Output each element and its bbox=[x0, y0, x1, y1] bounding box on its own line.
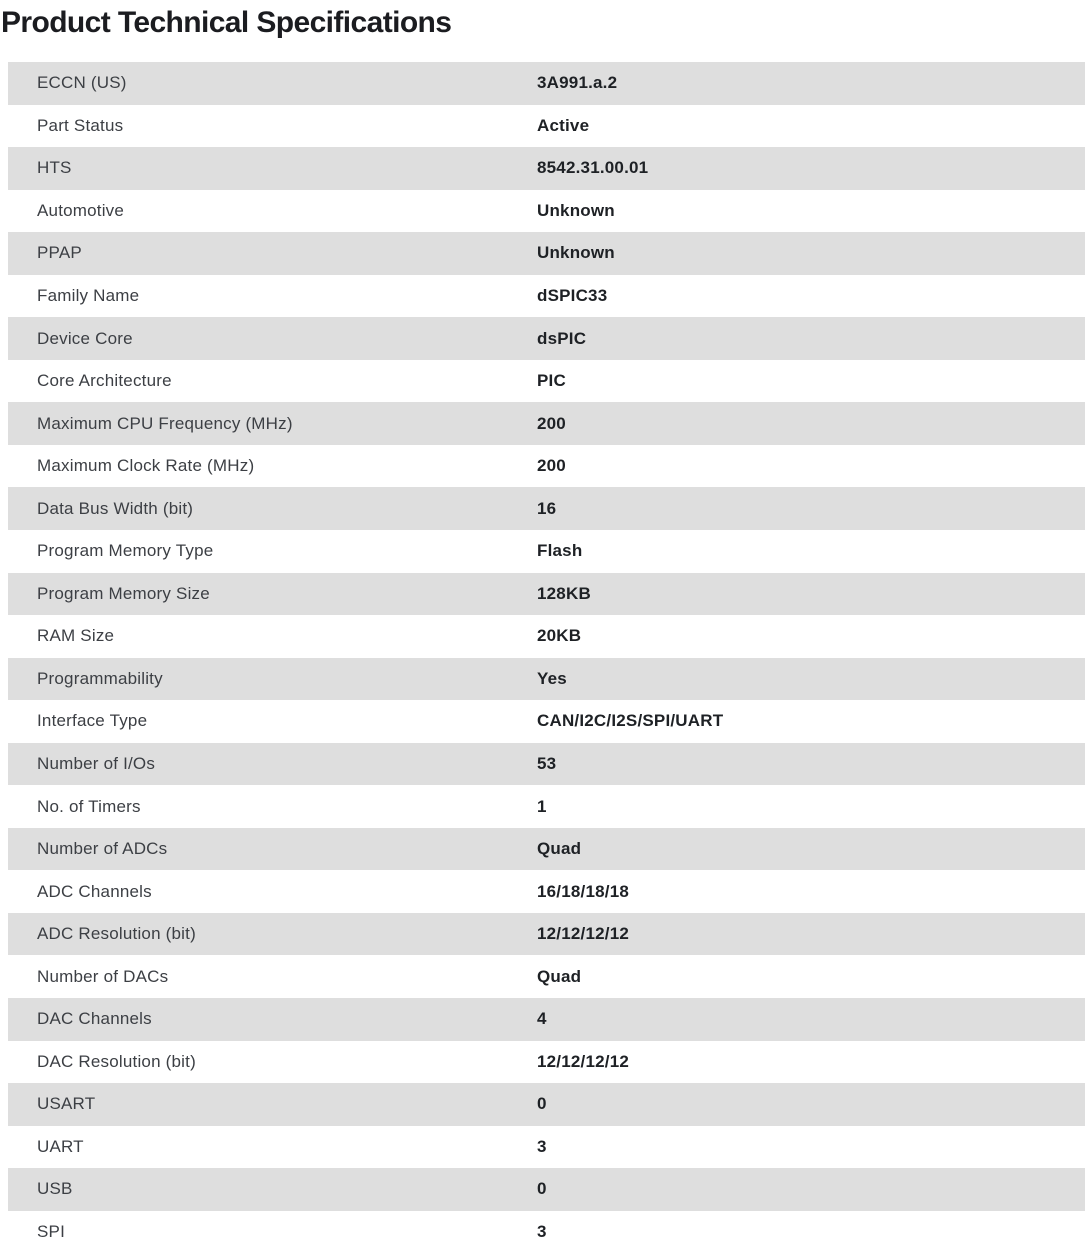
spec-value: 4 bbox=[537, 1009, 547, 1029]
spec-label: Maximum Clock Rate (MHz) bbox=[37, 456, 255, 476]
spec-value: Quad bbox=[537, 839, 582, 859]
spec-row bbox=[8, 828, 1085, 871]
spec-row bbox=[8, 1168, 1085, 1211]
spec-label: SPI bbox=[37, 1222, 66, 1242]
spec-label: ECCN (US) bbox=[37, 73, 127, 93]
spec-label: Core Architecture bbox=[37, 371, 172, 391]
spec-table bbox=[8, 62, 1085, 1253]
spec-row bbox=[8, 700, 1085, 743]
spec-row bbox=[8, 743, 1085, 786]
spec-row bbox=[8, 232, 1085, 275]
spec-value: Unknown bbox=[537, 243, 615, 263]
spec-row bbox=[8, 785, 1085, 828]
spec-label: USB bbox=[37, 1179, 73, 1199]
spec-value: 200 bbox=[537, 456, 566, 476]
spec-row bbox=[8, 1211, 1085, 1253]
spec-label: DAC Resolution (bit) bbox=[37, 1051, 196, 1071]
spec-label: Part Status bbox=[37, 115, 124, 135]
spec-value: 12/12/12/12 bbox=[537, 1051, 630, 1071]
spec-value: 3 bbox=[537, 1136, 547, 1156]
spec-label: ADC Resolution (bit) bbox=[37, 924, 196, 944]
spec-value: Active bbox=[537, 115, 590, 135]
spec-value: 16 bbox=[537, 498, 557, 518]
spec-row bbox=[8, 317, 1085, 360]
spec-row bbox=[8, 275, 1085, 318]
spec-row bbox=[8, 955, 1085, 998]
spec-row bbox=[8, 658, 1085, 701]
spec-value: 20KB bbox=[537, 626, 582, 646]
spec-label: Number of DACs bbox=[37, 966, 169, 986]
spec-label: USART bbox=[37, 1094, 96, 1114]
spec-value: CAN/I2C/I2S/SPI/UART bbox=[537, 711, 724, 731]
spec-label: UART bbox=[37, 1136, 84, 1156]
spec-value: PIC bbox=[537, 371, 566, 391]
spec-value: Quad bbox=[537, 966, 582, 986]
spec-label: Interface Type bbox=[37, 711, 148, 731]
spec-row bbox=[8, 445, 1085, 488]
spec-value: 200 bbox=[537, 413, 566, 433]
spec-row bbox=[8, 870, 1085, 913]
spec-row bbox=[8, 360, 1085, 403]
spec-label: Program Memory Type bbox=[37, 541, 214, 561]
spec-value: 128KB bbox=[537, 583, 591, 603]
spec-label: No. of Timers bbox=[37, 796, 141, 816]
spec-row bbox=[8, 190, 1085, 233]
spec-row bbox=[8, 1126, 1085, 1169]
spec-value: 8542.31.00.01 bbox=[537, 158, 649, 178]
spec-label: Automotive bbox=[37, 200, 125, 220]
spec-row bbox=[8, 573, 1085, 616]
spec-row bbox=[8, 402, 1085, 445]
spec-value: 3A991.a.2 bbox=[537, 73, 618, 93]
spec-row bbox=[8, 487, 1085, 530]
spec-label: Programmability bbox=[37, 668, 163, 688]
spec-row bbox=[8, 998, 1085, 1041]
spec-label: DAC Channels bbox=[37, 1009, 152, 1029]
spec-value: dSPIC33 bbox=[537, 286, 608, 305]
spec-value: Yes bbox=[537, 668, 567, 688]
spec-value: 3 bbox=[537, 1222, 547, 1242]
spec-label: Data Bus Width (bit) bbox=[37, 498, 194, 518]
spec-value: dsPIC bbox=[537, 328, 587, 348]
spec-label: Device Core bbox=[37, 328, 133, 348]
spec-label: Number of I/Os bbox=[37, 754, 156, 774]
spec-row bbox=[8, 1041, 1085, 1084]
spec-label: PPAP bbox=[37, 243, 82, 263]
spec-row bbox=[8, 615, 1085, 658]
spec-label: ADC Channels bbox=[37, 881, 152, 901]
spec-row bbox=[8, 530, 1085, 573]
spec-row bbox=[8, 147, 1085, 190]
spec-label: Number of ADCs bbox=[37, 839, 168, 859]
spec-row bbox=[8, 1083, 1085, 1126]
page-title: Product Technical Specifications bbox=[1, 6, 452, 39]
spec-value: Flash bbox=[537, 541, 583, 561]
spec-value: 1 bbox=[537, 796, 547, 816]
spec-label: Program Memory Size bbox=[37, 583, 210, 603]
spec-value: 12/12/12/12 bbox=[537, 924, 630, 944]
spec-row bbox=[8, 105, 1085, 148]
spec-value: 0 bbox=[537, 1179, 547, 1199]
spec-value: 0 bbox=[537, 1094, 547, 1114]
spec-label: HTS bbox=[37, 158, 72, 178]
spec-row bbox=[8, 913, 1085, 956]
spec-label: RAM Size bbox=[37, 626, 115, 646]
spec-value: Unknown bbox=[537, 200, 615, 220]
spec-value: 16/18/18/18 bbox=[537, 881, 630, 901]
spec-row bbox=[8, 62, 1085, 105]
spec-label: Maximum CPU Frequency (MHz) bbox=[37, 413, 293, 433]
spec-value: 53 bbox=[537, 754, 557, 774]
spec-label: Family Name bbox=[37, 286, 140, 305]
